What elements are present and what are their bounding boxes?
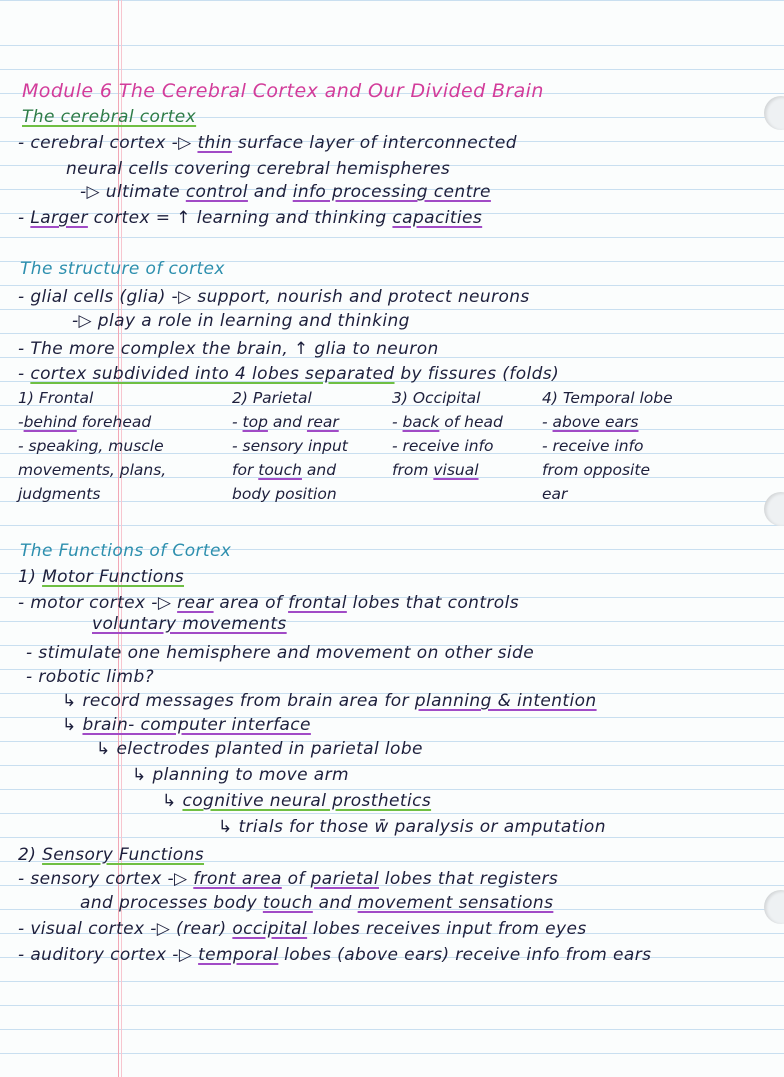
lobe-note: -behind forehead — [18, 413, 152, 431]
note-line: neural cells covering cerebral hemispheres — [66, 159, 451, 179]
note-line: voluntary movements — [92, 614, 287, 634]
lobe-column-occipital — [392, 386, 503, 482]
lobe-name: 4) Temporal lobe — [542, 389, 673, 407]
note-line: ↳ planning to move arm — [132, 765, 349, 785]
subsection-heading: 1) Motor Functions — [18, 567, 184, 587]
lobe-column-temporal — [542, 386, 673, 506]
lobe-column-parietal — [232, 386, 348, 506]
lobe-note: - receive info — [392, 437, 494, 455]
note-line: and processes body touch and movement sensations — [80, 893, 554, 913]
lobe-note: - above ears — [542, 413, 639, 431]
lobe-note: - sensory input — [232, 437, 348, 455]
note-line: - glial cells (glia) -▷ support, nourish and protect neurons — [18, 287, 530, 307]
lobe-note: - receive info — [542, 437, 644, 455]
lobe-note: - back of head — [392, 413, 503, 431]
note-line: ↳ electrodes planted in parietal lobe — [96, 739, 423, 759]
binder-hole — [764, 96, 784, 130]
note-line: - sensory cortex -▷ front area of parietal lobes that registers — [18, 869, 559, 889]
lobe-note: movements, plans, — [18, 461, 167, 479]
section-heading: The Functions of Cortex — [20, 541, 232, 561]
lobe-note: ear — [542, 485, 568, 503]
lobe-note: for touch and — [232, 461, 337, 479]
lobe-name: 1) Frontal — [18, 389, 94, 407]
subsection-heading: 2) Sensory Functions — [18, 845, 205, 865]
lobe-name: 2) Parietal — [232, 389, 312, 407]
module-title: Module 6 The Cerebral Cortex and Our Divided Brain — [22, 80, 544, 102]
binder-hole — [764, 890, 784, 924]
section-heading: The cerebral cortex — [22, 107, 197, 127]
binder-hole — [764, 492, 784, 526]
note-line: - The more complex the brain, ↑ glia to neuron — [18, 339, 439, 359]
note-line: -▷ play a role in learning and thinking — [72, 311, 410, 331]
lobe-note: body position — [232, 485, 337, 503]
note-line: - cortex subdivided into 4 lobes separated by fissures (folds) — [18, 364, 560, 384]
lobe-note: - speaking, muscle — [18, 437, 164, 455]
note-line: - auditory cortex -▷ temporal lobes (above ears) receive info from ears — [18, 945, 652, 965]
note-line: - visual cortex -▷ (rear) occipital lobes receives input from eyes — [18, 919, 587, 939]
lobe-note: from opposite — [542, 461, 650, 479]
lobe-column-frontal — [18, 386, 166, 506]
note-line: ↳ brain- computer interface — [62, 715, 311, 735]
note-line: - robotic limb? — [26, 667, 155, 687]
note-line: - Larger cortex = ↑ learning and thinking capacities — [18, 208, 483, 228]
note-line: - motor cortex -▷ rear area of frontal lobes that controls — [18, 593, 519, 613]
note-line: ↳ record messages from brain area for planning & intention — [62, 691, 597, 711]
note-line: - stimulate one hemisphere and movement on other side — [26, 643, 535, 663]
lobe-note: - top and rear — [232, 413, 339, 431]
lobe-note: from visual — [392, 461, 479, 479]
note-line: - cerebral cortex -▷ thin surface layer of interconnected — [18, 133, 517, 153]
lobe-name: 3) Occipital — [392, 389, 481, 407]
lobe-note: judgments — [18, 485, 101, 503]
note-line: ↳ trials for those w̄ paralysis or amputation — [218, 817, 606, 837]
section-heading: The structure of cortex — [20, 259, 225, 279]
note-line: -▷ ultimate control and info processing centre — [80, 182, 491, 202]
note-line: ↳ cognitive neural prosthetics — [162, 791, 432, 811]
